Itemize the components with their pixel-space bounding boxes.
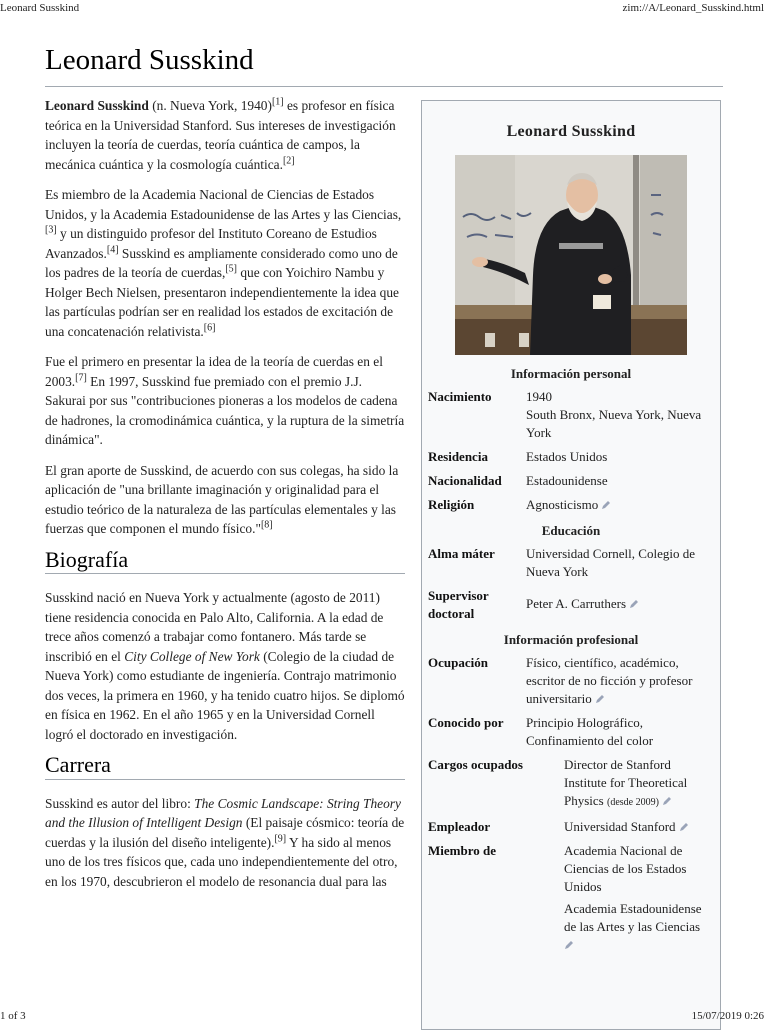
- reference-link[interactable]: [9]: [274, 833, 287, 845]
- link-city-college[interactable]: City College of New York: [124, 648, 260, 664]
- infobox-row-employer: Empleador Universidad Stanford: [422, 816, 720, 840]
- alma-mater-link[interactable]: Universidad Cornell, Colegio de Nueva York: [526, 546, 695, 579]
- infobox-title: Leonard Susskind: [506, 123, 636, 140]
- edit-pencil-icon[interactable]: [679, 822, 689, 832]
- infobox-section-personal: Información personal: [510, 366, 632, 381]
- infobox: [421, 100, 721, 1030]
- subject-name: Leonard Susskind: [45, 98, 149, 113]
- infobox-row-residence: Residencia Estados Unidos: [422, 446, 720, 470]
- biography-paragraph: Susskind nació en Nueva York y actualmente (agosto de 2011) tiene residencia conocida en Palo Alto, California. A la edad de trece años comenzó a trabajar como fontanero. Más tarde se inscribió en el City College of New York (Colegio de la ciudad de Nueva York) como estudiante de ingeniería. Contrajo matrimonio dos veces, la primera en 1960, y ha tenido cuatro hijos. Se diplomó en física en 1962. En el año 1965 y en la Universidad Cornell logró el doctorado en investigación.: [45, 590, 405, 742]
- employer-link[interactable]: Universidad Stanford: [564, 819, 676, 834]
- intro-paragraph-3: Fue el primero en presentar la idea de la teoría de cuerdas en el 2003.[7] En 1997, Susskind fue premiado con el premio J.J. Sakurai por sus "contribuciones pioneras a los modelos de cadena de hadrones, la cromodinámica cuántica, y la ruptura de la simetría dinámica".: [45, 354, 405, 447]
- birth-place-link[interactable]: South Bronx, Nueva York, Nueva York: [526, 407, 702, 440]
- edit-pencil-icon[interactable]: [564, 940, 574, 950]
- infobox-row-alma-mater: Alma máter Universidad Cornell, Colegio de Nueva York: [422, 543, 720, 585]
- page-number: 1 of 3: [0, 1010, 26, 1022]
- infobox-row-religion: Religión Agnosticismo: [422, 494, 720, 518]
- nationality-link[interactable]: Estadounidense: [526, 473, 608, 488]
- reference-link[interactable]: [6]: [203, 322, 216, 334]
- intro-paragraph-2: Es miembro de la Academia Nacional de Ciencias de Estados Unidos, y la Academia Estadounidense de las Artes y las Ciencias,[3] y un distinguido profesor del Instituto Coreano de Estudios Avanzados.[4] Susskind es ampliamente considerado como uno de los padres de la teoría de cuerdas,[5] que con Yoichiro Nambu y Holger Bech Nielsen, presentaron independientemente la idea que las partículas podrían ser en realidad los estados de excitación de una concatenación relativista.[6]: [45, 187, 402, 339]
- career-paragraph: Susskind es autor del libro: The Cosmic Landscape: String Theory and the Illusion of Intelligent Design (El paisaje cósmico: teoría de cuerdas y la ilusión del diseño inteligente).[9] Y ha sido al menos uno de los tres físicos que, cada uno independientemente del otro, en los 1970, descubrieron el modelo de resonancia dual para las: [45, 795, 405, 889]
- section-heading-career: Carrera: [45, 755, 405, 780]
- infobox-row-nationality: Nacionalidad Estadounidense: [422, 470, 720, 494]
- reference-link[interactable]: [4]: [106, 244, 119, 256]
- page-title: Leonard Susskind: [45, 44, 254, 76]
- occupation-value[interactable]: Físico, científico, académico, escritor de no ficción y profesor universitario: [526, 655, 693, 706]
- edit-pencil-icon[interactable]: [629, 599, 639, 609]
- title-divider: [45, 86, 723, 87]
- infobox-row-member-of: Miembro de Academia Nacional de Ciencias de los Estados Unidos Academia Estadounidense de las Artes y las Ciencias: [422, 840, 720, 958]
- section-heading-biography: Biografía: [45, 550, 405, 575]
- edit-pencil-icon[interactable]: [595, 694, 605, 704]
- infobox-row-known-for: Conocido por Principio Holográfico, Confinamiento del color: [422, 712, 720, 754]
- print-header-url: zim://A/Leonard_Susskind.html: [622, 2, 764, 14]
- book-title: The Cosmic Landscape: String Theory and the Illusion of Intelligent Design: [45, 795, 401, 830]
- reference-link[interactable]: [2]: [282, 155, 295, 167]
- infobox-row-occupation: Ocupación Físico, científico, académico, escritor de no ficción y profesor universitario: [428, 655, 693, 706]
- infobox-section-education: Educación: [541, 523, 601, 538]
- birth-year: 1940: [526, 389, 552, 404]
- reference-link[interactable]: [8]: [260, 519, 273, 531]
- reference-link[interactable]: [1]: [271, 96, 284, 108]
- reference-link[interactable]: [7]: [75, 372, 87, 384]
- member-link-aaas[interactable]: Academia Estadounidense de las Artes y las Ciencias: [564, 901, 702, 934]
- portrait-photo: [455, 155, 687, 355]
- article-body: [45, 96, 405, 902]
- edit-pencil-icon[interactable]: [662, 796, 672, 806]
- reference-link[interactable]: [3]: [45, 224, 57, 236]
- advisor-link[interactable]: Peter A. Carruthers: [526, 596, 627, 611]
- member-link-nas[interactable]: Academia Nacional de Ciencias de los Estados Unidos: [564, 843, 687, 894]
- positions-since: (desde 2009): [606, 797, 659, 808]
- infobox-section-professional: Información profesional: [503, 632, 639, 647]
- positions-link[interactable]: Director de Stanford Institute for Theoretical Physics: [564, 757, 688, 808]
- infobox-row-birth: Nacimiento 1940 South Bronx, Nueva York, Nueva York: [422, 386, 720, 446]
- intro-paragraph-1: Leonard Susskind (n. Nueva York, 1940)[1] es profesor en física teórica en la Universidad Stanford. Sus intereses de investigación incluyen la teoría de cuerdas, teoría cuántica de campos, la mecánica cuántica y la cosmología cuántica.[2]: [45, 96, 396, 172]
- reference-link[interactable]: [5]: [225, 263, 237, 275]
- known-for-value[interactable]: Principio Holográfico, Confinamiento del color: [526, 715, 654, 748]
- religion-link[interactable]: Agnosticismo: [526, 497, 599, 512]
- intro-paragraph-4: El gran aporte de Susskind, de acuerdo con sus colegas, ha sido la aplicación de "una brillante imaginación y originalidad para el estudio teórico de la naturaleza de las partículas elementales y las fuerzas que componen el mundo físico."[8]: [45, 462, 399, 536]
- print-header-title: Leonard Susskind: [0, 2, 80, 14]
- edit-pencil-icon[interactable]: [601, 500, 611, 510]
- infobox-row-positions: Cargos ocupados Director de Stanford Institute for Theoretical Physics (desde 2009): [428, 757, 688, 808]
- print-timestamp: 15/07/2019 0:26: [691, 1010, 764, 1022]
- residence-link[interactable]: Estados Unidos: [526, 449, 608, 464]
- infobox-row-advisor: Supervisor doctoral Peter A. Carruthers: [422, 585, 720, 627]
